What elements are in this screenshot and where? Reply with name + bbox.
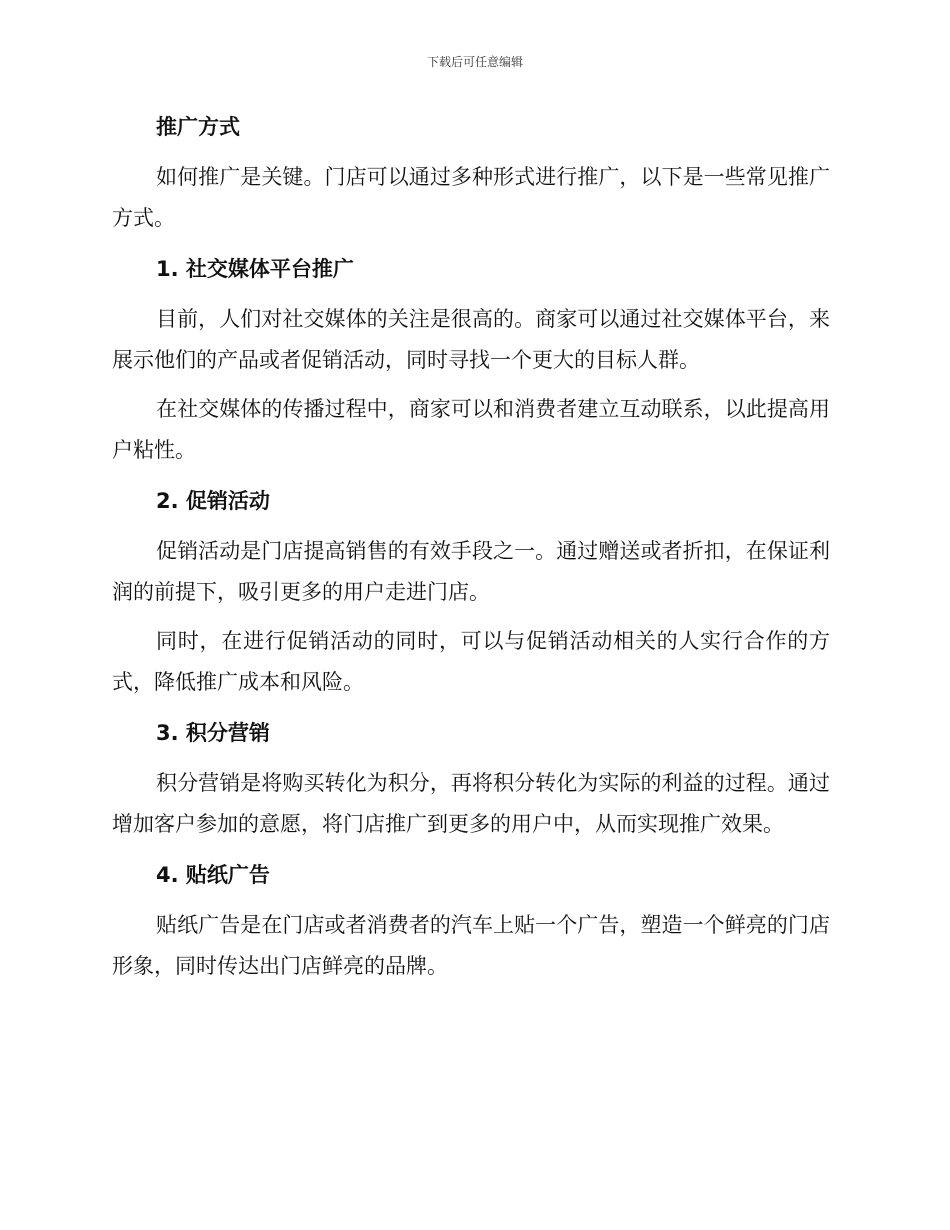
paragraph: 在社交媒体的传播过程中，商家可以和消费者建立互动联系，以此提高用户粘性。 [112, 397, 830, 462]
section-heading: 1. 社交媒体平台推广 [156, 257, 354, 281]
paragraph: 促销活动是门店提高销售的有效手段之一。通过赠送或者折扣，在保证利润的前提下，吸引更多的用户走进门店。 [112, 539, 830, 604]
paragraph: 同时，在进行促销活动的同时，可以与促销活动相关的人实行合作的方式，降低推广成本和风险。 [112, 629, 830, 694]
section-heading: 3. 积分营销 [156, 721, 270, 745]
page-header-note: 下载后可任意编辑 [426, 55, 523, 69]
section-heading: 推广方式 [156, 115, 240, 139]
paragraph: 如何推广是关键。门店可以通过多种形式进行推广，以下是一些常见推广方式。 [112, 165, 830, 230]
paragraph: 积分营销是将购买转化为积分，再将积分转化为实际的利益的过程。通过增加客户参加的意愿，将门店推广到更多的用户中，从而实现推广效果。 [112, 771, 830, 836]
paragraph: 贴纸广告是在门店或者消费者的汽车上贴一个广告，塑造一个鲜亮的门店形象，同时传达出门店鲜亮的品牌。 [112, 913, 830, 978]
section-heading: 4. 贴纸广告 [156, 863, 270, 887]
paragraph: 目前，人们对社交媒体的关注是很高的。商家可以通过社交媒体平台，来展示他们的产品或者促销活动，同时寻找一个更大的目标人群。 [112, 307, 830, 372]
document-body [112, 105, 830, 995]
section-heading: 2. 促销活动 [156, 489, 270, 513]
